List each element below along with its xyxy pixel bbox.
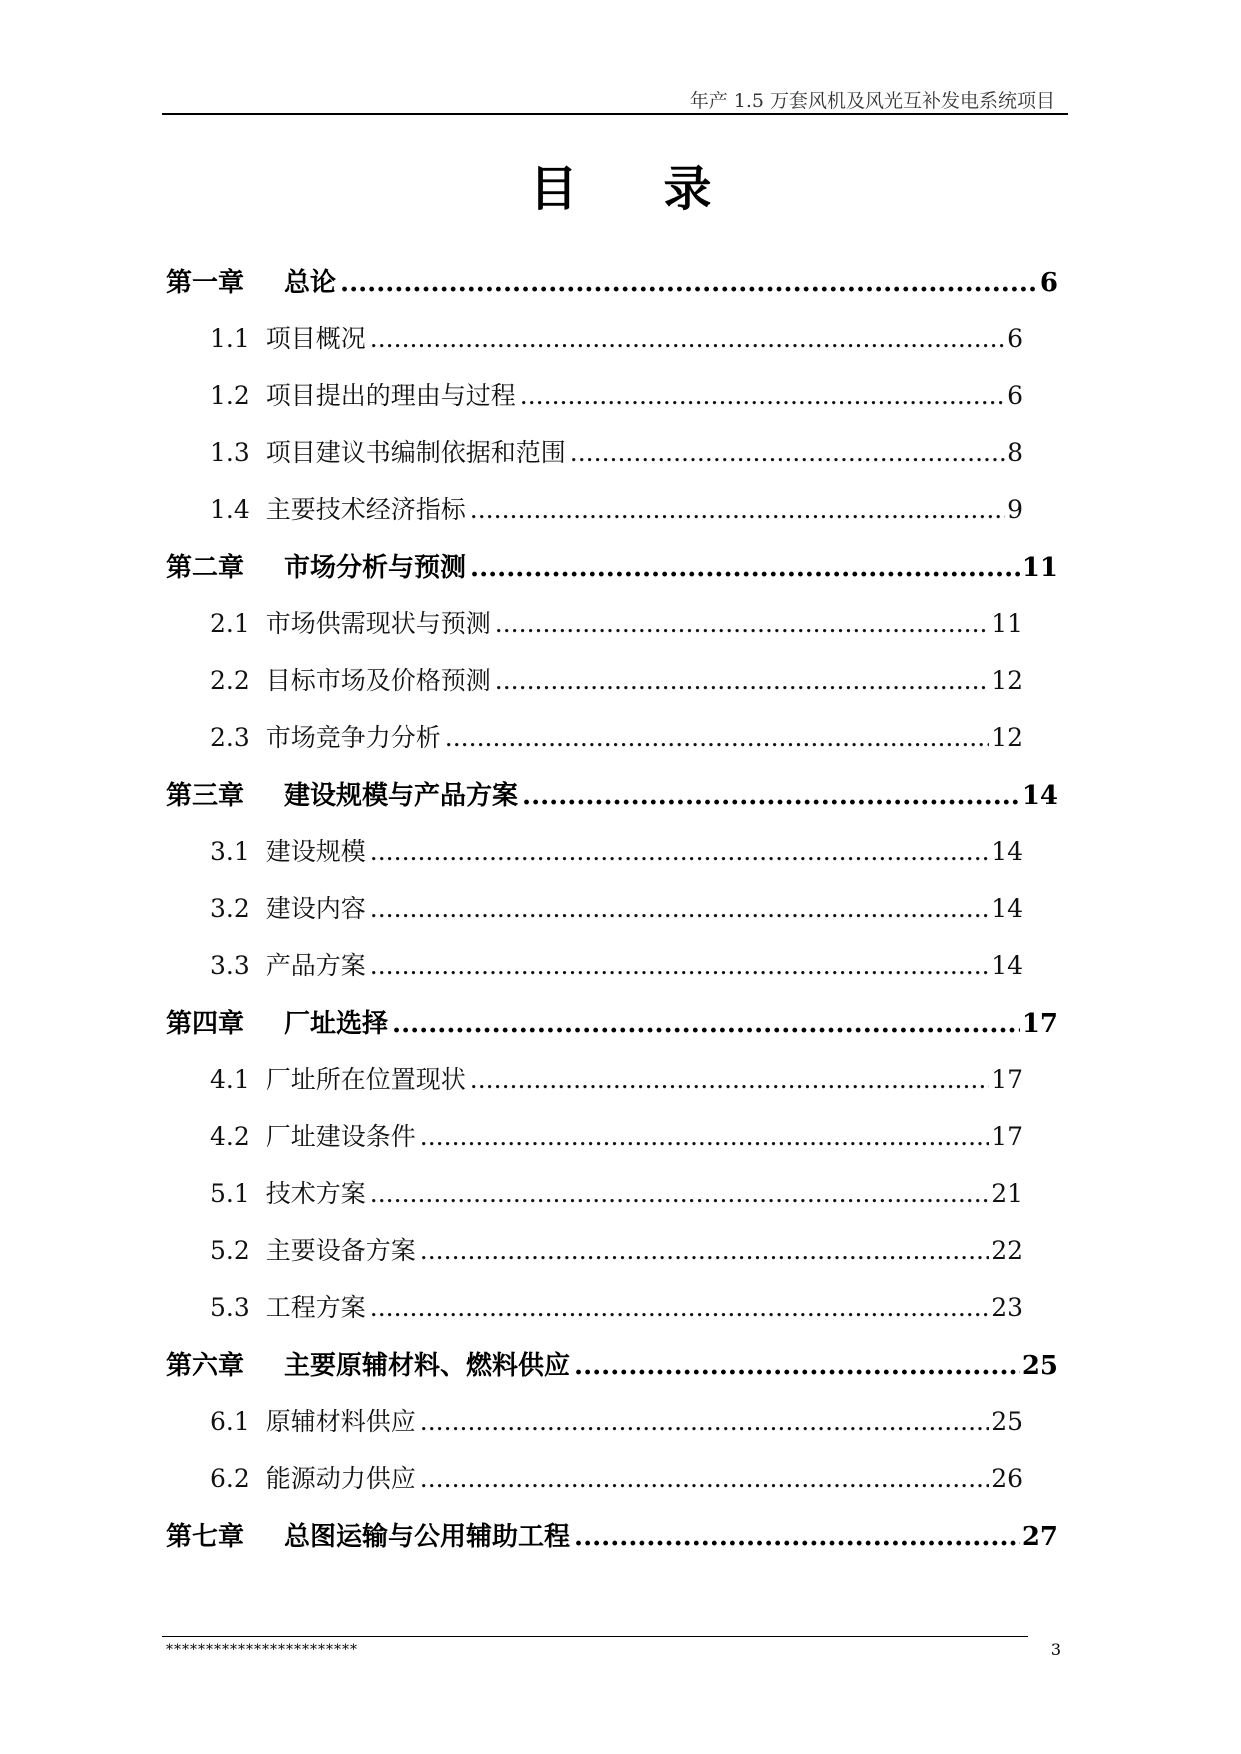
toc-dot-leader (495, 666, 989, 695)
toc-section-entry[interactable] (166, 889, 1023, 946)
toc-entry-number: 4.2 (210, 1122, 250, 1151)
toc-section-entry[interactable] (166, 1174, 1023, 1231)
toc-entry-title: 主要技术经济指标 (265, 495, 466, 524)
toc-section-entry[interactable] (166, 433, 1023, 490)
toc-section-entry[interactable] (166, 1231, 1023, 1288)
toc-entry-number: 2.1 (210, 609, 250, 638)
toc-entry-page: 14 (991, 894, 1023, 923)
toc-entry-number: 1.4 (210, 495, 250, 524)
toc-entry-title: 建设内容 (265, 894, 366, 923)
toc-entry-title: 工程方案 (265, 1293, 366, 1322)
toc-dot-leader (392, 1009, 1020, 1039)
toc-entry-page: 23 (991, 1293, 1023, 1322)
toc-chapter-entry[interactable] (166, 1516, 1058, 1573)
toc-entry-page: 14 (991, 837, 1023, 866)
toc-entry-title: 项目建议书编制依据和范围 (265, 438, 566, 467)
toc-entry-title: 主要原辅材料、燃料供应 (284, 1351, 571, 1381)
toc-entry-title: 项目提出的理由与过程 (265, 381, 516, 410)
toc-entry-title: 厂址所在位置现状 (265, 1065, 466, 1094)
toc-dot-leader (574, 1522, 1020, 1552)
toc-dot-leader (470, 1065, 989, 1094)
header-rule (162, 113, 1068, 115)
toc-entry-title: 厂址选择 (284, 1009, 389, 1039)
toc-dot-leader (420, 1407, 989, 1436)
toc-entry-page: 6 (1007, 381, 1023, 410)
toc-entry-number: 第三章 (166, 781, 245, 811)
toc-entry-title: 市场竞争力分析 (265, 723, 441, 752)
toc-section-entry[interactable] (166, 376, 1023, 433)
toc-entry-number: 3.1 (210, 837, 250, 866)
toc-entry-page: 26 (991, 1464, 1023, 1493)
toc-entry-number: 第六章 (166, 1351, 245, 1381)
toc-entry-number: 5.2 (210, 1236, 250, 1265)
toc-title: 目录 (529, 161, 798, 217)
toc-entry-number: 2.3 (210, 723, 250, 752)
toc-section-entry[interactable] (166, 1402, 1023, 1459)
toc-entry-number: 3.2 (210, 894, 250, 923)
toc-entry-title: 市场分析与预测 (284, 553, 467, 583)
page-number: 3 (1050, 1640, 1061, 1659)
toc-entry-title: 建设规模与产品方案 (284, 781, 519, 811)
toc-chapter-entry[interactable] (166, 1003, 1058, 1060)
toc-entry-number: 第四章 (166, 1009, 245, 1039)
toc-dot-leader (470, 495, 1005, 524)
toc-entry-title: 项目概况 (265, 324, 366, 353)
toc-entry-title: 技术方案 (265, 1179, 366, 1208)
toc-entry-page: 25 (991, 1407, 1023, 1436)
toc-section-entry[interactable] (166, 490, 1023, 547)
toc-section-entry[interactable] (166, 661, 1023, 718)
toc-dot-leader (340, 268, 1038, 298)
toc-dot-leader (370, 1179, 989, 1208)
toc-entry-page: 9 (1007, 495, 1023, 524)
footer-rule (162, 1636, 1028, 1637)
toc-dot-leader (370, 1293, 989, 1322)
toc-chapter-entry[interactable] (166, 775, 1058, 832)
toc-entry-page: 14 (991, 951, 1023, 980)
toc-entry-number: 5.1 (210, 1179, 250, 1208)
toc-dot-leader (370, 837, 989, 866)
toc-dot-leader (370, 894, 989, 923)
toc-entry-page: 27 (1021, 1522, 1058, 1552)
toc-entry-title: 总图运输与公用辅助工程 (284, 1522, 571, 1552)
table-of-contents (166, 262, 1058, 1573)
toc-entry-title: 产品方案 (265, 951, 366, 980)
toc-dot-leader (470, 553, 1020, 583)
toc-section-entry[interactable] (166, 604, 1023, 661)
toc-entry-number: 2.2 (210, 666, 250, 695)
toc-entry-number: 6.2 (210, 1464, 250, 1493)
toc-entry-title: 能源动力供应 (265, 1464, 416, 1493)
toc-entry-title: 目标市场及价格预测 (265, 666, 491, 695)
toc-dot-leader (445, 723, 989, 752)
toc-entry-page: 12 (991, 666, 1023, 695)
toc-entry-number: 第二章 (166, 553, 245, 583)
toc-chapter-entry[interactable] (166, 262, 1058, 319)
toc-entry-number: 1.1 (210, 324, 250, 353)
toc-chapter-entry[interactable] (166, 547, 1058, 604)
toc-entry-page: 17 (991, 1065, 1023, 1094)
toc-entry-page: 22 (991, 1236, 1023, 1265)
toc-entry-number: 第一章 (166, 268, 245, 298)
toc-chapter-entry[interactable] (166, 1345, 1058, 1402)
toc-entry-page: 12 (991, 723, 1023, 752)
toc-entry-title: 原辅材料供应 (265, 1407, 416, 1436)
toc-section-entry[interactable] (166, 1288, 1023, 1345)
toc-entry-title: 厂址建设条件 (265, 1122, 416, 1151)
toc-section-entry[interactable] (166, 1060, 1023, 1117)
toc-entry-number: 1.3 (210, 438, 250, 467)
running-header: 年产 1.5 万套风机及风光互补发电系统项目 (689, 90, 1055, 112)
toc-entry-number: 第七章 (166, 1522, 245, 1552)
toc-entry-page: 6 (1007, 324, 1023, 353)
toc-section-entry[interactable] (166, 1117, 1023, 1174)
toc-dot-leader (574, 1351, 1020, 1381)
toc-dot-leader (420, 1464, 989, 1493)
toc-entry-page: 11 (1021, 553, 1058, 583)
toc-dot-leader (420, 1236, 989, 1265)
toc-entry-number: 5.3 (210, 1293, 250, 1322)
toc-section-entry[interactable] (166, 832, 1023, 889)
toc-entry-page: 17 (1021, 1009, 1058, 1039)
toc-entry-page: 25 (1021, 1351, 1058, 1381)
toc-entry-title: 主要设备方案 (265, 1236, 416, 1265)
toc-entry-page: 8 (1007, 438, 1023, 467)
toc-dot-leader (520, 381, 1005, 410)
toc-entry-number: 3.3 (210, 951, 250, 980)
toc-dot-leader (570, 438, 1005, 467)
toc-entry-title: 总论 (284, 268, 337, 298)
toc-section-entry[interactable] (166, 319, 1023, 376)
toc-entry-page: 14 (1021, 781, 1058, 811)
toc-dot-leader (370, 951, 989, 980)
toc-dot-leader (370, 324, 1005, 353)
toc-entry-number: 6.1 (210, 1407, 250, 1436)
toc-entry-page: 11 (991, 609, 1023, 638)
toc-entry-number: 4.1 (210, 1065, 250, 1094)
toc-entry-page: 6 (1039, 268, 1058, 298)
toc-entry-number: 1.2 (210, 381, 250, 410)
toc-dot-leader (495, 609, 989, 638)
toc-entry-title: 建设规模 (265, 837, 366, 866)
toc-section-entry[interactable] (166, 718, 1023, 775)
toc-section-entry[interactable] (166, 946, 1023, 1003)
toc-entry-page: 21 (991, 1179, 1023, 1208)
toc-entry-page: 17 (991, 1122, 1023, 1151)
footer-stars: ************************ (166, 1642, 358, 1658)
toc-entry-title: 市场供需现状与预测 (265, 609, 491, 638)
toc-dot-leader (420, 1122, 989, 1151)
toc-dot-leader (522, 781, 1020, 811)
toc-section-entry[interactable] (166, 1459, 1023, 1516)
